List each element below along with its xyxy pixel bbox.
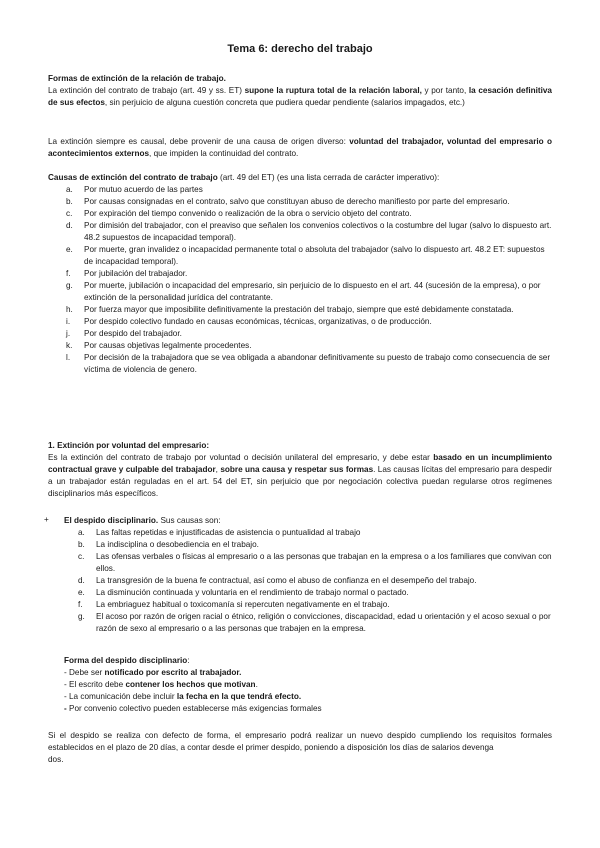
list-marker: a. (66, 185, 73, 194)
list-item (64, 587, 552, 599)
list-item-text: Por muerte, jubilación o incapacidad del empresario, sin perjuicio de lo dispuesto en el art. 44 (sucesión de la empresa), o por extinción de la personalidad jurídica del contratante. (84, 281, 541, 302)
section-voluntad-empresario (48, 440, 552, 500)
list-item-text: Las ofensas verbales o físicas al empresario o a las personas que trabajan en la empresa o a los familiares que convivan con ellos. (96, 552, 552, 573)
list-item-text: La indisciplina o desobediencia en el trabajo. (96, 540, 259, 549)
list-marker: g. (66, 281, 73, 290)
list-marker: b. (66, 197, 73, 206)
list-marker: h. (66, 305, 73, 314)
list-marker: c. (66, 209, 73, 218)
forma-line: - Debe ser notificado por escrito al trabajador. (64, 668, 242, 677)
list-item-text: La embriaguez habitual o toxicomanía si repercuten negativamente en el trabajo. (96, 600, 390, 609)
list-marker: e. (78, 588, 85, 597)
list-item (48, 280, 552, 304)
list-item-text: Por causas objetivas legalmente procedentes. (84, 341, 252, 350)
list-item (64, 599, 552, 611)
list-item-text: La disminución continuada y voluntaria en el rendimiento de trabajo normal o pactado. (96, 588, 409, 597)
page-title: Tema 6: derecho del trabajo (227, 43, 373, 55)
list-item-text: Por despido del trabajador. (84, 329, 182, 338)
paragraph-defecto-forma: Si el despido se realiza con defecto de forma, el empresario podrá realizar un nuevo despido cumpliendo los requisitos formales establecidos en el plazo de 20 días, a contar desde el primer despido, poniendo a disposición los días de salarios devenga dos. (48, 731, 552, 764)
list-item-text: Por expiración del tiempo convenido o realización de la obra o servicio objeto del contrato. (84, 209, 412, 218)
causas-list (48, 184, 552, 376)
paragraph: La extinción del contrato de trabajo (art. 49 y ss. ET) supone la ruptura total de la relación laboral, y por tanto, la cesación definitiva de sus efectos, sin perjuicio de alguna cuestión concreta que pudiera quedar pendiente (salarios impagados, etc.) (48, 86, 552, 107)
forma-heading: Forma del despido disciplinario: (64, 656, 190, 665)
section-formas-extincion (48, 73, 552, 109)
list-marker: f. (78, 600, 83, 609)
list-item-text: La transgresión de la buena fe contractual, así como el abuso de confianza en el desempeño del trabajo. (96, 576, 477, 585)
list-item-text: Por mutuo acuerdo de las partes (84, 185, 203, 194)
forma-line: - El escrito debe contener los hechos que motivan. (64, 680, 258, 689)
list-item (48, 304, 552, 316)
list-item (48, 184, 552, 196)
list-item-text: Por dimisión del trabajador, con el preaviso que señalen los convenios colectivos o la costumbre del lugar (salvo lo dispuesto art. 48.2 supuestos de incapacidad temporal). (84, 221, 552, 242)
list-item (48, 328, 552, 340)
list-item (64, 539, 552, 551)
paragraph: Es la extinción del contrato de trabajo por voluntad o decisión unilateral del empresario, y debe estar basado en un incumplimiento contractual grave y culpable del trabajador, sobre una causa y respetar sus formas. Las causas lícitas del empresario para despedir a un trabajador están reguladas en el art. 54 del ET, sin perjuicio que por negociación colectiva puedan regularse otros regímenes disciplinarios más específicos. (48, 453, 552, 498)
list-item (64, 551, 552, 575)
list-item (48, 352, 552, 376)
despido-heading: El despido disciplinario. Sus causas son: (64, 516, 221, 525)
list-item (64, 575, 552, 587)
list-item-text: Por muerte, gran invalidez o incapacidad permanente total o absoluta del trabajador (salvo lo dispuesto art. 48.2 ET: supuestos de incapacidad temporal). (84, 245, 545, 266)
list-item-text: El acoso por razón de origen racial o étnico, religión o convicciones, discapacidad, edad u orientación y el acoso sexual o por razón de sexo al empresario o a las personas que trabajen en la empresa. (96, 612, 551, 633)
paragraph-extincion-causal: La extinción siempre es causal, debe provenir de una causa de origen diverso: voluntad del trabajador, voluntad del empresario o acontecimientos externos, que impiden la continuidad del contrato. (48, 137, 552, 158)
forma-line: - Por convenio colectivo pueden establecerse más exigencias formales (64, 704, 322, 713)
causas-heading: Causas de extinción del contrato de trabajo (art. 49 del ET) (es una lista cerrada de carácter imperativo): (48, 173, 440, 182)
list-item (48, 340, 552, 352)
list-item (48, 268, 552, 280)
list-item-text: Las faltas repetidas e injustificadas de asistencia o puntualidad al trabajo (96, 528, 361, 537)
list-marker: d. (78, 576, 85, 585)
list-marker: d. (66, 221, 73, 230)
list-item-text: Por jubilación del trabajador. (84, 269, 188, 278)
despido-causas-list (64, 527, 552, 635)
section-forma-despido (64, 655, 552, 715)
list-marker: a. (78, 528, 85, 537)
list-marker: i. (66, 317, 71, 326)
list-marker: e. (66, 245, 73, 254)
list-item-text: Por decisión de la trabajadora que se vea obligada a abandonar definitivamente su puesto de trabajo como consecuencia de ser víctima de violencia de genero. (84, 353, 551, 374)
list-marker: l. (66, 353, 71, 362)
list-item (48, 208, 552, 220)
list-item (48, 220, 552, 244)
list-marker: k. (66, 341, 73, 350)
section-heading: 1. Extinción por voluntad del empresario: (48, 441, 210, 450)
list-item (48, 244, 552, 268)
list-item-text: Por causas consignadas en el contrato, salvo que constituyan abuso de derecho manifiesto por parte del empresario. (84, 197, 510, 206)
list-item (48, 316, 552, 328)
section-causas-extincion (48, 172, 552, 376)
bullet-plus: + (44, 515, 49, 524)
list-marker: j. (66, 329, 71, 338)
forma-line: - La comunicación debe incluir la fecha en la que tendrá efecto. (64, 692, 302, 701)
list-item (48, 196, 552, 208)
section-despido-disciplinario (64, 515, 552, 635)
list-marker: c. (78, 552, 85, 561)
section-heading: Formas de extinción de la relación de trabajo. (48, 74, 226, 83)
list-marker: g. (78, 612, 85, 621)
list-marker: b. (78, 540, 85, 549)
list-item-text: Por fuerza mayor que imposibilite definitivamente la prestación del trabajo, siempre que esté debidamente constatada. (84, 305, 514, 314)
list-marker: f. (66, 269, 71, 278)
list-item-text: Por despido colectivo fundado en causas económicas, técnicas, organizativas, o de producción. (84, 317, 432, 326)
list-item (64, 611, 552, 635)
list-item (64, 527, 552, 539)
